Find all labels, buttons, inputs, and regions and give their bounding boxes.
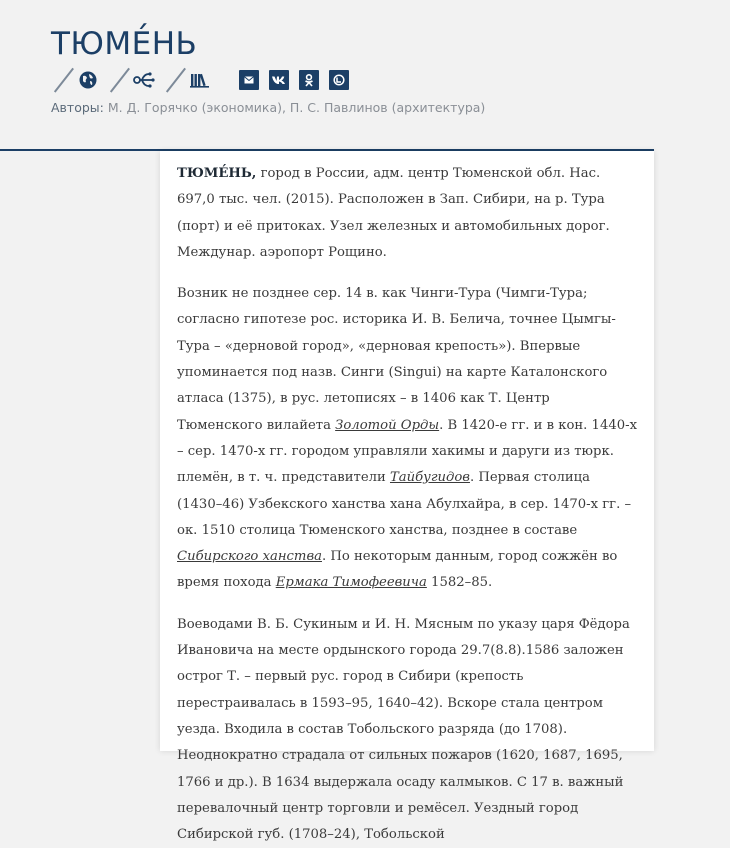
- link-siberian-khanate[interactable]: Сибирского ханства: [177, 549, 322, 565]
- link-golden-horde[interactable]: Золотой Орды: [335, 417, 440, 433]
- authors-line: [51, 100, 485, 115]
- globe-icon[interactable]: [77, 69, 99, 91]
- separator-slash: [51, 67, 77, 93]
- paragraph-text: город в России, адм. центр Тюменской обл. Нас. 697,0 тыс. чел. (2015). Расположен в Зап. Сибири, на р. Тура (порт) и её притоках. Узел железных и автомобильных дорог. Междунар. аэропорт Рощино.: [177, 166, 610, 260]
- separator-slash: [163, 67, 189, 93]
- tool-books[interactable]: [163, 67, 211, 93]
- authors-label: Авторы:: [51, 100, 104, 115]
- article-body: [160, 151, 654, 843]
- share-buttons: [239, 70, 359, 90]
- paragraph-text: 1582–85.: [426, 575, 493, 591]
- paragraph-text: . В 1420-е гг. и в кон. 1440-х – сер. 1470-х гг. городом управляли хакимы и даруги из тюрк. племён, в т. ч. представители: [177, 417, 638, 486]
- odnoklassniki-icon[interactable]: [299, 70, 319, 90]
- authors-names: М. Д. Горячко (экономика), П. С. Павлинов (архитектура): [107, 100, 486, 115]
- paragraph-text: . По некоторым данным, город сожжён во время похода: [177, 549, 618, 591]
- paragraph-2: [177, 281, 637, 597]
- paragraph-text: . Первая столица (1430–46) Узбекского ханства хана Абулхайра, в сер. 1470-х гг. – ок. 1510 столица Тюменского ханства, позднее в составе: [177, 470, 632, 538]
- separator-slash: [107, 67, 133, 93]
- paragraph-3: [177, 612, 637, 848]
- article-header: [51, 24, 691, 64]
- tool-share-nodes[interactable]: [107, 67, 155, 93]
- books-icon[interactable]: [189, 69, 211, 91]
- link-ermak[interactable]: Ермака Тимофеевича: [275, 575, 427, 591]
- toolbar: [51, 66, 359, 94]
- paragraph-text: Воеводами В. Б. Сукиным и И. Н. Мясным по указу царя Фёдора Ивановича на месте ордынского города 29.7(8.8).1586 заложен острог Т. – первый рус. город в Сибири (крепость перестраивалась в 1593–95, 1640–42). Вскоре стала центром уезда. Входила в состав Тобольского разряда (до 1708). Неоднократно страдала от сильных пожаров (1620, 1687, 1695, 1766 и др.). В 1634 выдержала осаду калмыков. С 17 в. важный перевалочный центр торговли и ремёсел. Уездный город Сибирской губ. (1708–24), Тобольской: [177, 616, 630, 843]
- livejournal-icon[interactable]: [329, 70, 349, 90]
- paragraph-text: Возник не позднее сер. 14 в. как Чинги-Тура (Чимги-Тура; согласно гипотезе рос. историка И. В. Белича, точнее Цымгы-Тура – «дерновой город», «дерновая крепость»). Впервые упоминается под назв. Синги (Singui) на карте Каталонского атласа (1375), в рус. летописях – в 1406 как Т. Центр Тюменского вилайета: [177, 286, 616, 433]
- share-nodes-icon[interactable]: [133, 69, 155, 91]
- tool-globe[interactable]: [51, 67, 99, 93]
- entry-term: ТЮМЕ́НЬ,: [177, 166, 257, 181]
- vk-icon[interactable]: [269, 70, 289, 90]
- paragraph-1: [177, 161, 637, 266]
- link-taibugids[interactable]: Тайбугидов: [389, 470, 470, 486]
- mail-icon[interactable]: [239, 70, 259, 90]
- page-title: ТЮМЕ́НЬ: [51, 26, 198, 62]
